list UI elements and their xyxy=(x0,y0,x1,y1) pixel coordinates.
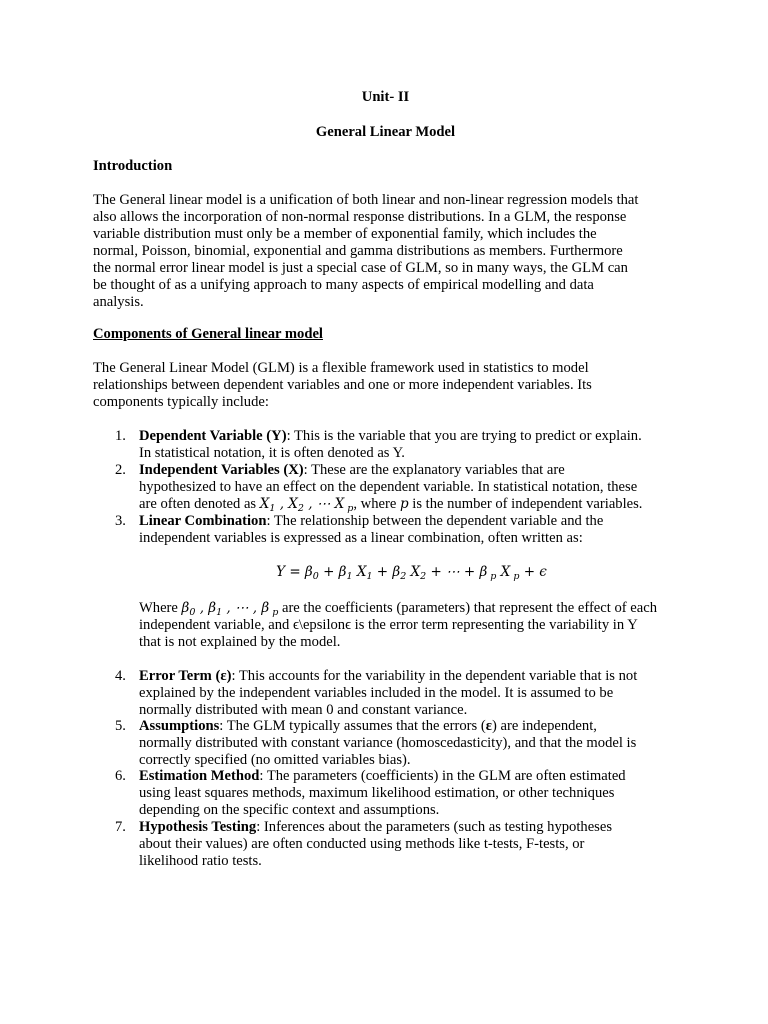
introduction-paragraph xyxy=(93,192,678,311)
item-text: correctly specified (no omitted variables bias). xyxy=(139,752,411,768)
list-number: 1. xyxy=(115,428,126,444)
item-text: ) are independent, xyxy=(491,718,597,734)
list-item-dependent-variable xyxy=(115,428,684,462)
item-text: , where xyxy=(353,496,400,512)
item-text: is the number of independent variables. xyxy=(408,496,643,512)
item-text: using least squares methods, maximum likelihood estimation, or other techniques xyxy=(139,785,615,801)
list-number: 3. xyxy=(115,513,126,529)
item-text: In statistical notation, it is often denoted as Y. xyxy=(139,445,405,461)
math-x-list: $X_1$ , $X_2$ , ⋯ X $_p$ xyxy=(259,496,354,514)
paragraph-line: components typically include: xyxy=(93,394,269,410)
item-text: Where xyxy=(139,600,182,616)
list-item-error-term xyxy=(115,668,684,719)
paragraph-line: The General Linear Model (GLM) is a flexible framework used in statistics to model xyxy=(93,360,589,376)
item-text: hypothesized to have an effect on the dependent variable. In statistical notation, these xyxy=(139,479,638,495)
unit-title: Unit- II xyxy=(361,89,410,105)
item-label: Independent Variables (X) xyxy=(139,462,304,478)
item-text: depending on the specific context and assumptions. xyxy=(139,802,440,818)
item-text: normally distributed with mean 0 and constant variance. xyxy=(139,702,468,718)
item-text: normally distributed with constant variance (homoscedasticity), and that the model is xyxy=(139,735,637,751)
list-number: 5. xyxy=(115,718,126,734)
item-text: independent variables is expressed as a linear combination, often written as: xyxy=(139,530,583,546)
item-text: : This accounts for the variability in the dependent variable that is not xyxy=(231,668,638,684)
math-p: p xyxy=(399,496,409,512)
item-label: Linear Combination xyxy=(139,513,267,529)
math-equation: $Y = \beta_0 + \beta_1$ $X_1 + \beta_2$ $X_2$ + ⋯ + β $_p$ X $_p$ + ϵ xyxy=(276,564,547,582)
item-label: Dependent Variable (Y) xyxy=(139,428,287,444)
item-label: Error Term (ε) xyxy=(139,668,232,684)
item-text: are often denoted as xyxy=(139,496,260,512)
components-heading: Components of General linear model xyxy=(93,326,323,342)
paragraph-line: analysis. xyxy=(93,294,144,310)
list-item-estimation-method xyxy=(115,768,684,819)
paragraph-line: normal, Poisson, binomial, exponential and gamma distributions as members. Furthermore xyxy=(93,243,623,259)
list-number: 7. xyxy=(115,819,126,835)
math-beta-list: $\beta_0$ , $\beta_1$ , ⋯ , β $_p$ xyxy=(181,600,279,618)
paragraph-line: variable distribution must only be a member of exponential family, which includes the xyxy=(93,226,597,242)
item-text: : The GLM typically assumes that the errors ( xyxy=(219,718,486,734)
item-text: : The relationship between the dependent variable and the xyxy=(266,513,604,529)
page-title: General Linear Model xyxy=(315,124,456,140)
list-item-assumptions xyxy=(115,718,684,769)
list-number: 2. xyxy=(115,462,126,478)
introduction-heading: Introduction xyxy=(93,158,173,174)
item-label: Estimation Method xyxy=(139,768,260,784)
list-item-independent-variables xyxy=(115,462,684,514)
paragraph-line: also allows the incorporation of non-normal response distributions. In a GLM, the response xyxy=(93,209,627,225)
item-text: about their values) are often conducted using methods like t-tests, F-tests, or xyxy=(139,836,585,852)
paragraph-line: be thought of as a unifying approach to many aspects of empirical modelling and data xyxy=(93,277,594,293)
item-label: Assumptions xyxy=(139,718,220,734)
list-item-linear-combination xyxy=(115,513,684,547)
paragraph-line: relationships between dependent variables and one or more independent variables. Its xyxy=(93,377,592,393)
list-number: 4. xyxy=(115,668,126,684)
list-number: 6. xyxy=(115,768,126,784)
epsilon-symbol: ε xyxy=(485,718,492,734)
paragraph-line: the normal error linear model is just a special case of GLM, so in many ways, the GLM can xyxy=(93,260,628,276)
item-label: Hypothesis Testing xyxy=(139,819,257,835)
item-text: explained by the independent variables included in the model. It is assumed to be xyxy=(139,685,614,701)
item-text: : These are the explanatory variables that are xyxy=(303,462,565,478)
components-intro xyxy=(93,360,678,411)
item-text: that is not explained by the model. xyxy=(139,634,341,650)
item-text: : This is the variable that you are trying to predict or explain. xyxy=(286,428,642,444)
item-text: : Inferences about the parameters (such as testing hypotheses xyxy=(256,819,613,835)
coefficients-explanation xyxy=(139,600,684,651)
item-text: are the coefficients (parameters) that represent the effect of each xyxy=(278,600,657,616)
glm-formula xyxy=(139,564,684,581)
list-item-hypothesis-testing xyxy=(115,819,684,870)
item-text: : The parameters (coefficients) in the GLM are often estimated xyxy=(259,768,626,784)
item-text: likelihood ratio tests. xyxy=(139,853,262,869)
item-text: independent variable, and ϵ\epsilonϵ is the error term representing the variability in Y xyxy=(139,617,638,633)
paragraph-line: The General linear model is a unification of both linear and non-linear regression models that xyxy=(93,192,639,208)
